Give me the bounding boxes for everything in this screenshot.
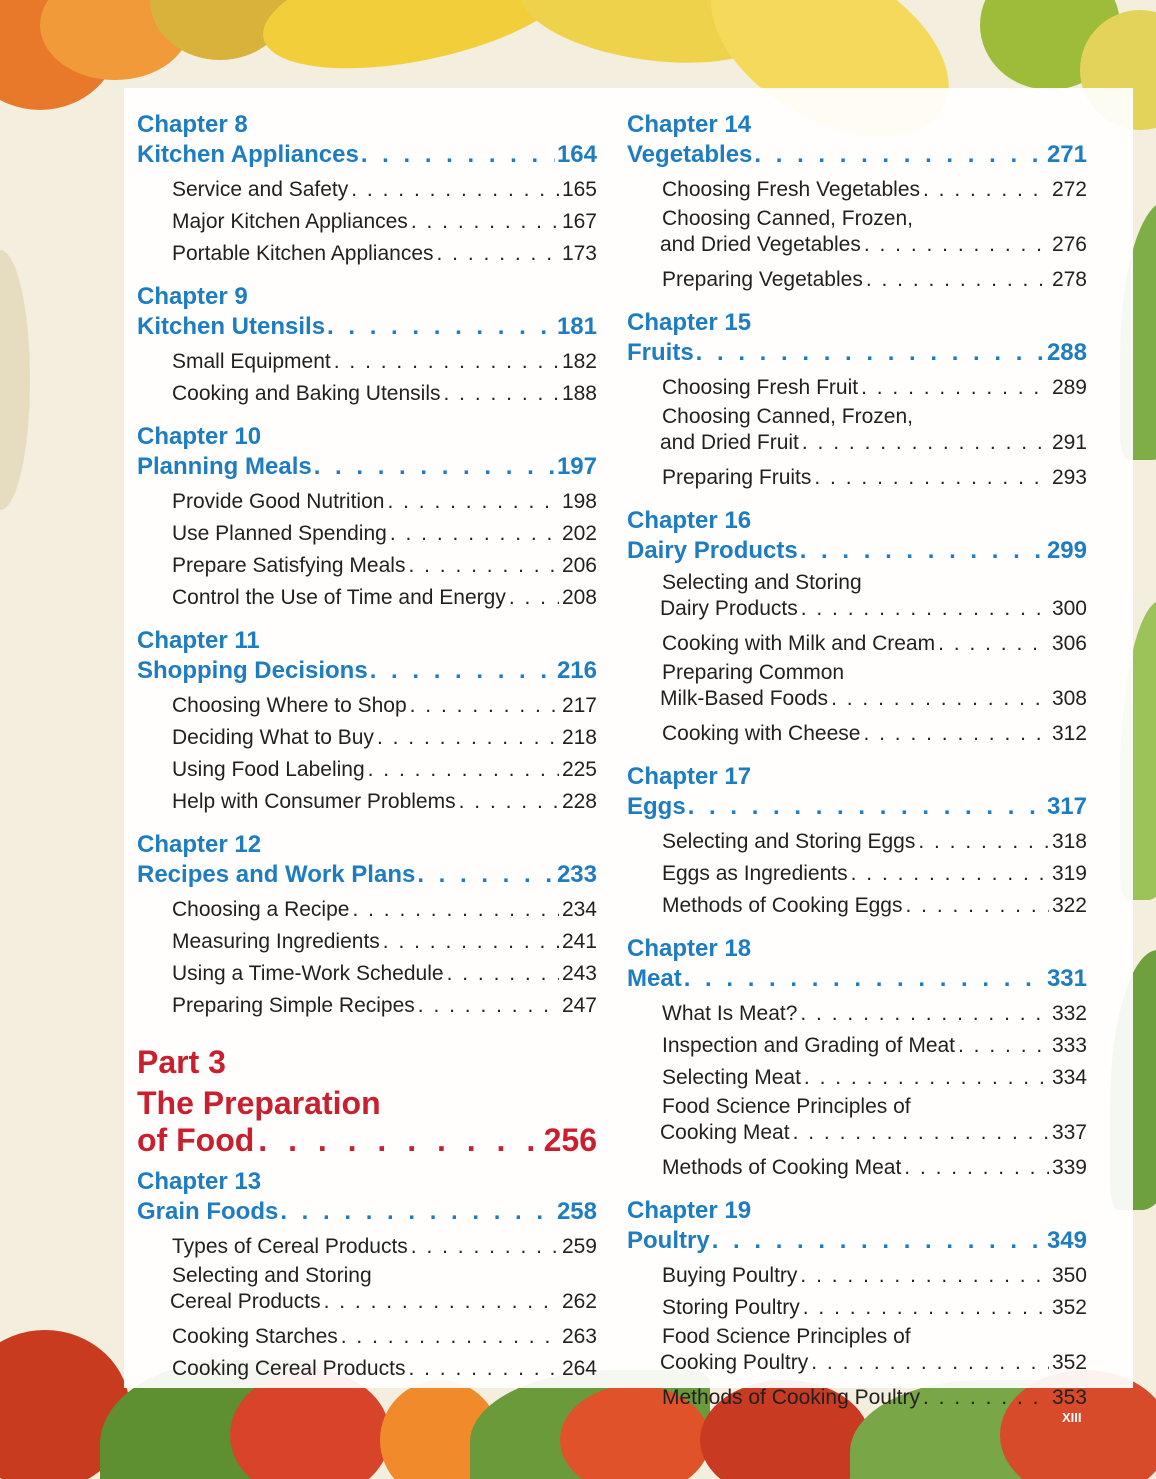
chapter-page: 181 bbox=[556, 313, 597, 340]
entry-page: 262 bbox=[561, 1290, 597, 1313]
leader-dots bbox=[793, 1120, 1049, 1146]
toc-entry[interactable] bbox=[172, 238, 597, 270]
chapter-17 bbox=[627, 762, 1087, 922]
chapter-title: Eggs bbox=[627, 793, 686, 820]
entry-title-line2: and Dried Fruit bbox=[660, 431, 799, 454]
chapter-title-link[interactable] bbox=[627, 1225, 1087, 1256]
entry-page: 306 bbox=[1051, 632, 1087, 655]
toc-entry[interactable] bbox=[172, 582, 597, 614]
entry-title: Cooking Cereal Products bbox=[172, 1357, 406, 1380]
part-title-link[interactable] bbox=[137, 1122, 597, 1159]
toc-entry[interactable] bbox=[662, 890, 1087, 922]
leader-dots bbox=[361, 139, 555, 170]
leader-dots bbox=[811, 1350, 1049, 1376]
leader-dots bbox=[696, 337, 1045, 368]
toc-entry[interactable] bbox=[662, 718, 1087, 750]
entry-page: 217 bbox=[561, 694, 597, 717]
entry-page: 319 bbox=[1051, 862, 1087, 885]
leader-dots bbox=[280, 1196, 555, 1227]
entry-title: Major Kitchen Appliances bbox=[172, 210, 408, 233]
leader-dots bbox=[861, 372, 1049, 404]
entry-page: 202 bbox=[561, 522, 597, 545]
entry-title-line2: Milk-Based Foods bbox=[660, 687, 829, 710]
toc-entry[interactable] bbox=[172, 1231, 597, 1263]
leader-dots bbox=[958, 1030, 1049, 1062]
chapter-title-link[interactable] bbox=[137, 1196, 597, 1227]
chapter-label: Chapter 19 bbox=[627, 1197, 752, 1224]
chapter-title-link[interactable] bbox=[137, 451, 597, 482]
leader-dots bbox=[368, 754, 559, 786]
leader-dots bbox=[459, 786, 559, 818]
chapter-9 bbox=[137, 282, 597, 410]
toc-entry[interactable] bbox=[172, 1263, 597, 1315]
part-title-line2: of Food bbox=[137, 1122, 255, 1158]
toc-entry[interactable] bbox=[172, 174, 597, 206]
entry-title-line2: Cooking Poultry bbox=[660, 1351, 809, 1374]
chapter-label: Chapter 18 bbox=[627, 935, 752, 962]
entry-page: 289 bbox=[1051, 376, 1087, 399]
toc-entry[interactable] bbox=[172, 754, 597, 786]
entry-title-line1: Food Science Principles of bbox=[662, 1095, 911, 1118]
entry-title: Storing Poultry bbox=[662, 1296, 800, 1319]
entry-title: Selecting Meat bbox=[662, 1066, 801, 1089]
leader-dots bbox=[851, 858, 1049, 890]
entry-title-line1: Selecting and Storing bbox=[662, 571, 862, 594]
chapter-title: Kitchen Utensils bbox=[137, 313, 326, 340]
chapter-19 bbox=[627, 1196, 1087, 1414]
entry-page: 188 bbox=[561, 382, 597, 405]
entry-title: Methods of Cooking Eggs bbox=[662, 894, 903, 917]
leader-dots bbox=[383, 926, 559, 958]
leader-dots bbox=[800, 1260, 1049, 1292]
leader-dots bbox=[258, 1122, 539, 1159]
part-3 bbox=[137, 1044, 597, 1159]
toc-entry[interactable] bbox=[662, 462, 1087, 494]
entry-page: 334 bbox=[1051, 1066, 1087, 1089]
leader-dots bbox=[864, 232, 1049, 258]
entry-page: 243 bbox=[561, 962, 597, 985]
entry-page: 312 bbox=[1051, 722, 1087, 745]
toc-entry[interactable] bbox=[662, 174, 1087, 206]
entry-page: 263 bbox=[561, 1325, 597, 1348]
entry-title: Deciding What to Buy bbox=[172, 726, 374, 749]
chapter-label: Chapter 12 bbox=[137, 831, 262, 858]
toc-entry[interactable] bbox=[662, 1062, 1087, 1094]
entry-title-line2: Cereal Products bbox=[170, 1290, 321, 1313]
chapter-label: Chapter 17 bbox=[627, 763, 752, 790]
page-number: XIII bbox=[1062, 1410, 1082, 1425]
entry-title: Types of Cereal Products bbox=[172, 1235, 408, 1258]
toc-entry[interactable] bbox=[662, 570, 1087, 622]
chapter-page: 258 bbox=[556, 1198, 597, 1225]
entry-page: 264 bbox=[561, 1357, 597, 1380]
entry-title: Cooking Starches bbox=[172, 1325, 338, 1348]
toc-entry[interactable] bbox=[172, 958, 597, 990]
entry-title: Using a Time-Work Schedule bbox=[172, 962, 444, 985]
leader-dots bbox=[334, 346, 559, 378]
entry-title: Control the Use of Time and Energy bbox=[172, 586, 506, 609]
entry-title: Use Planned Spending bbox=[172, 522, 387, 545]
leader-dots bbox=[417, 859, 555, 890]
entry-page: 318 bbox=[1051, 830, 1087, 853]
leader-dots bbox=[324, 1289, 559, 1315]
leader-dots bbox=[712, 1225, 1045, 1256]
entry-title-line1: Choosing Canned, Frozen, bbox=[662, 405, 913, 428]
leader-dots bbox=[866, 264, 1049, 296]
entry-title: Cooking and Baking Utensils bbox=[172, 382, 441, 405]
entry-page: 352 bbox=[1051, 1296, 1087, 1319]
entry-page: 198 bbox=[561, 490, 597, 513]
leader-dots bbox=[370, 655, 555, 686]
entry-page: 337 bbox=[1051, 1121, 1087, 1144]
entry-title-line2: Dairy Products bbox=[660, 597, 798, 620]
toc-entry[interactable] bbox=[662, 1260, 1087, 1292]
toc-entry[interactable] bbox=[172, 518, 597, 550]
entry-title: Help with Consumer Problems bbox=[172, 790, 456, 813]
entry-page: 293 bbox=[1051, 466, 1087, 489]
entry-title: Choosing Fresh Vegetables bbox=[662, 178, 920, 201]
chapter-page: 233 bbox=[556, 861, 597, 888]
leader-dots bbox=[804, 1062, 1049, 1094]
toc-entry[interactable] bbox=[172, 550, 597, 582]
entry-title: What Is Meat? bbox=[662, 1002, 798, 1025]
entry-title: Measuring Ingredients bbox=[172, 930, 380, 953]
leader-dots bbox=[923, 174, 1049, 206]
chapter-title-link[interactable] bbox=[137, 311, 597, 342]
entry-title: Preparing Simple Recipes bbox=[172, 994, 415, 1017]
leader-dots bbox=[314, 451, 555, 482]
chapter-title: Kitchen Appliances bbox=[137, 141, 359, 168]
leader-dots bbox=[831, 686, 1049, 712]
entry-title: Inspection and Grading of Meat bbox=[662, 1034, 956, 1057]
entry-page: 333 bbox=[1051, 1034, 1087, 1057]
toc-entry[interactable] bbox=[662, 1152, 1087, 1184]
leader-dots bbox=[802, 430, 1049, 456]
entry-page: 247 bbox=[561, 994, 597, 1017]
leader-dots bbox=[754, 139, 1045, 170]
leader-dots bbox=[447, 958, 559, 990]
leader-dots bbox=[509, 582, 559, 614]
chapter-11 bbox=[137, 626, 597, 818]
toc-entry[interactable] bbox=[662, 1094, 1087, 1146]
entry-page: 241 bbox=[561, 930, 597, 953]
leader-dots bbox=[387, 486, 559, 518]
entry-title: Prepare Satisfying Meals bbox=[172, 554, 406, 577]
leader-dots bbox=[341, 1321, 559, 1353]
toc-entry[interactable] bbox=[662, 1382, 1087, 1414]
chapter-page: 299 bbox=[1046, 537, 1087, 564]
entry-page: 272 bbox=[1051, 178, 1087, 201]
entry-title-line1: Food Science Principles of bbox=[662, 1325, 911, 1348]
entry-page: 208 bbox=[561, 586, 597, 609]
leader-dots bbox=[377, 722, 559, 754]
entry-page: 228 bbox=[561, 790, 597, 813]
toc-entry[interactable] bbox=[662, 206, 1087, 258]
entry-title: Preparing Fruits bbox=[662, 466, 812, 489]
toc-entry[interactable] bbox=[172, 690, 597, 722]
entry-title: Service and Safety bbox=[172, 178, 349, 201]
chapter-13 bbox=[137, 1167, 597, 1385]
toc-entry[interactable] bbox=[662, 628, 1087, 660]
toc-entry[interactable] bbox=[172, 206, 597, 238]
chapter-8 bbox=[137, 110, 597, 270]
leader-dots bbox=[351, 174, 559, 206]
leader-dots bbox=[801, 596, 1049, 622]
entry-title-line2: Cooking Meat bbox=[660, 1121, 790, 1144]
leader-dots bbox=[352, 894, 559, 926]
chapter-label: Chapter 15 bbox=[627, 309, 752, 336]
chapter-title: Grain Foods bbox=[137, 1198, 279, 1225]
chapter-15 bbox=[627, 308, 1087, 494]
part-page: 256 bbox=[543, 1122, 597, 1158]
entry-page: 225 bbox=[561, 758, 597, 781]
leader-dots bbox=[814, 462, 1049, 494]
entry-title: Methods of Cooking Meat bbox=[662, 1156, 902, 1179]
toc-left-column bbox=[137, 110, 597, 1397]
leader-dots bbox=[408, 1353, 559, 1385]
leader-dots bbox=[390, 518, 559, 550]
part-label: Part 3 bbox=[137, 1044, 226, 1080]
chapter-title: Fruits bbox=[627, 339, 694, 366]
chapter-title: Shopping Decisions bbox=[137, 657, 368, 684]
entry-page: 182 bbox=[561, 350, 597, 373]
chapter-label: Chapter 13 bbox=[137, 1168, 262, 1195]
leader-dots bbox=[905, 890, 1048, 922]
leader-dots bbox=[411, 206, 559, 238]
toc-entry[interactable] bbox=[662, 998, 1087, 1030]
chapter-label: Chapter 8 bbox=[137, 111, 248, 138]
entry-title: Buying Poultry bbox=[662, 1264, 798, 1287]
toc-entry[interactable] bbox=[172, 926, 597, 958]
toc-entry[interactable] bbox=[662, 1324, 1087, 1376]
leader-dots bbox=[684, 963, 1045, 994]
leader-dots bbox=[800, 535, 1045, 566]
chapter-label: Chapter 14 bbox=[627, 111, 752, 138]
chapter-title-link[interactable] bbox=[627, 791, 1087, 822]
chapter-title-link[interactable] bbox=[137, 139, 597, 170]
entry-page: 339 bbox=[1051, 1156, 1087, 1179]
entry-page: 350 bbox=[1051, 1264, 1087, 1287]
chapter-title-link[interactable] bbox=[627, 337, 1087, 368]
toc-entry[interactable] bbox=[662, 264, 1087, 296]
toc-entry[interactable] bbox=[172, 894, 597, 926]
leader-dots bbox=[688, 791, 1045, 822]
entry-title: Provide Good Nutrition bbox=[172, 490, 385, 513]
chapter-12 bbox=[137, 830, 597, 1022]
toc-entry[interactable] bbox=[662, 660, 1087, 712]
toc-entry[interactable] bbox=[172, 378, 597, 410]
entry-page: 300 bbox=[1051, 597, 1087, 620]
entry-page: 278 bbox=[1051, 268, 1087, 291]
leader-dots bbox=[918, 826, 1049, 858]
chapter-page: 288 bbox=[1046, 339, 1087, 366]
leader-dots bbox=[418, 990, 559, 1022]
chapter-label: Chapter 11 bbox=[137, 627, 260, 654]
leader-dots bbox=[410, 690, 559, 722]
leader-dots bbox=[923, 1382, 1049, 1414]
leader-dots bbox=[408, 550, 559, 582]
chapter-16 bbox=[627, 506, 1087, 750]
chapter-label: Chapter 16 bbox=[627, 507, 752, 534]
toc-entry[interactable] bbox=[662, 1030, 1087, 1062]
leader-dots bbox=[800, 998, 1049, 1030]
leader-dots bbox=[803, 1292, 1049, 1324]
chapter-title: Meat bbox=[627, 965, 682, 992]
entry-page: 234 bbox=[561, 898, 597, 921]
entry-title: Small Equipment bbox=[172, 350, 331, 373]
entry-page: 165 bbox=[561, 178, 597, 201]
chapter-title: Vegetables bbox=[627, 141, 753, 168]
chapter-title-link[interactable] bbox=[627, 139, 1087, 170]
chapter-10 bbox=[137, 422, 597, 614]
leader-dots bbox=[411, 1231, 559, 1263]
chapter-page: 216 bbox=[556, 657, 597, 684]
entry-page: 276 bbox=[1051, 233, 1087, 256]
chapter-page: 331 bbox=[1046, 965, 1087, 992]
chapter-label: Chapter 9 bbox=[137, 283, 248, 310]
entry-page: 291 bbox=[1051, 431, 1087, 454]
toc-entry[interactable] bbox=[172, 1353, 597, 1385]
entry-title: Cooking with Cheese bbox=[662, 722, 861, 745]
entry-title-line1: Preparing Common bbox=[662, 661, 845, 684]
entry-title: Using Food Labeling bbox=[172, 758, 365, 781]
toc-entry[interactable] bbox=[172, 722, 597, 754]
chapter-page: 164 bbox=[556, 141, 597, 168]
leader-dots bbox=[437, 238, 559, 270]
entry-title: Choosing Where to Shop bbox=[172, 694, 407, 717]
toc-entry[interactable] bbox=[662, 1292, 1087, 1324]
entry-title: Choosing a Recipe bbox=[172, 898, 350, 921]
entry-page: 322 bbox=[1051, 894, 1087, 917]
entry-title: Portable Kitchen Appliances bbox=[172, 242, 434, 265]
leader-dots bbox=[938, 628, 1049, 660]
chapter-label: Chapter 10 bbox=[137, 423, 262, 450]
entry-page: 167 bbox=[561, 210, 597, 233]
entry-title: Methods of Cooking Poultry bbox=[662, 1386, 920, 1409]
entry-title: Choosing Fresh Fruit bbox=[662, 376, 859, 399]
leader-dots bbox=[904, 1152, 1049, 1184]
chapter-title-link[interactable] bbox=[137, 859, 597, 890]
toc-entry[interactable] bbox=[662, 858, 1087, 890]
entry-page: 332 bbox=[1051, 1002, 1087, 1025]
entry-title-line1: Selecting and Storing bbox=[172, 1264, 372, 1287]
leader-dots bbox=[444, 378, 559, 410]
chapter-title: Dairy Products bbox=[627, 537, 798, 564]
chapter-title: Planning Meals bbox=[137, 453, 312, 480]
chapter-page: 349 bbox=[1046, 1227, 1087, 1254]
toc-entry[interactable] bbox=[172, 990, 597, 1022]
chapter-14 bbox=[627, 110, 1087, 296]
toc-entry[interactable] bbox=[662, 826, 1087, 858]
chapter-18 bbox=[627, 934, 1087, 1184]
entry-title: Cooking with Milk and Cream bbox=[662, 632, 936, 655]
entry-page: 352 bbox=[1051, 1351, 1087, 1374]
toc-entry[interactable] bbox=[172, 486, 597, 518]
chapter-page: 271 bbox=[1046, 141, 1087, 168]
entry-page: 353 bbox=[1051, 1386, 1087, 1409]
chapter-page: 197 bbox=[556, 453, 597, 480]
entry-title: Eggs as Ingredients bbox=[662, 862, 848, 885]
entry-page: 259 bbox=[561, 1235, 597, 1258]
toc-entry[interactable] bbox=[172, 1321, 597, 1353]
entry-page: 308 bbox=[1051, 687, 1087, 710]
chapter-title: Recipes and Work Plans bbox=[137, 861, 416, 888]
toc-entry[interactable] bbox=[172, 786, 597, 818]
entry-title-line1: Choosing Canned, Frozen, bbox=[662, 207, 913, 230]
leader-dots bbox=[327, 311, 555, 342]
chapter-page: 317 bbox=[1046, 793, 1087, 820]
chapter-title-link[interactable] bbox=[137, 655, 597, 686]
entry-page: 218 bbox=[561, 726, 597, 749]
toc-entry[interactable] bbox=[662, 372, 1087, 404]
entry-page: 173 bbox=[561, 242, 597, 265]
toc-right-column bbox=[627, 110, 1087, 1426]
toc-entry[interactable] bbox=[172, 346, 597, 378]
chapter-title: Poultry bbox=[627, 1227, 710, 1254]
entry-page: 206 bbox=[561, 554, 597, 577]
part-title-line1: The Preparation bbox=[137, 1085, 381, 1121]
chapter-title-link[interactable] bbox=[627, 963, 1087, 994]
entry-title: Preparing Vegetables bbox=[662, 268, 863, 291]
leader-dots bbox=[863, 718, 1049, 750]
chapter-title-link[interactable] bbox=[627, 535, 1087, 566]
entry-title-line2: and Dried Vegetables bbox=[660, 233, 861, 256]
entry-title: Selecting and Storing Eggs bbox=[662, 830, 916, 853]
toc-entry[interactable] bbox=[662, 404, 1087, 456]
